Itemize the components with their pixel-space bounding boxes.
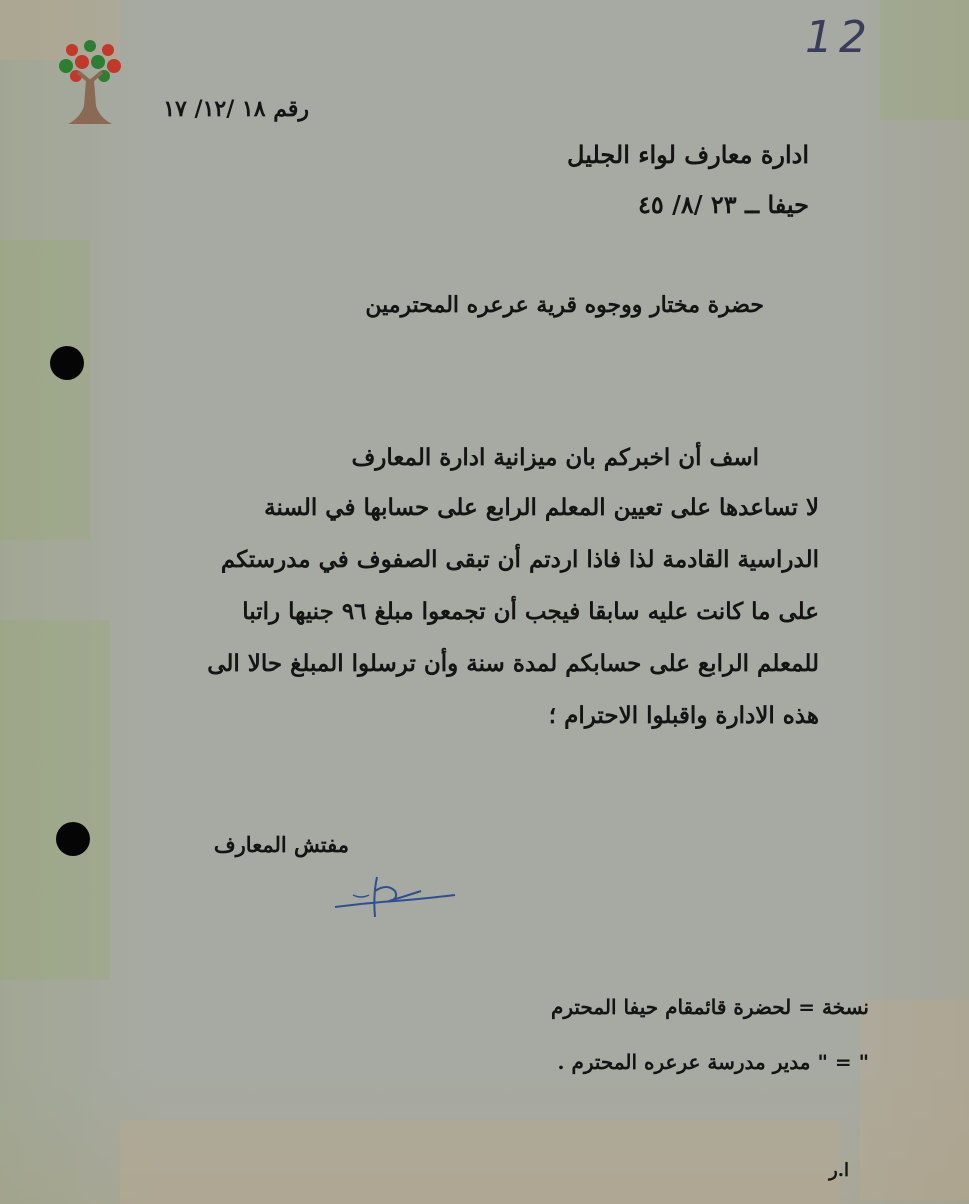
body-line: لا تساعدها على تعيين المعلم الرابع على حسابها في السنة xyxy=(264,494,819,521)
body-line: على ما كانت عليه سابقا فيجب أن تجمعوا مبلغ ٩٦ جنيها راتبا xyxy=(242,598,819,625)
issuing-office: ادارة معارف لواء الجليل xyxy=(567,140,809,169)
body-line: للمعلم الرابع على حسابكم لمدة سنة وأن ترسلوا المبلغ حالا الى xyxy=(207,650,819,677)
place-and-date: حيفا ــ ٢٣ /٨/ ٤٥ xyxy=(637,190,809,219)
signatory-title: مفتش المعارف xyxy=(213,832,349,857)
body-line: اسف أن اخبركم بان ميزانية ادارة المعارف xyxy=(351,444,759,471)
handwritten-signature xyxy=(325,865,465,925)
copy-recipient-1: نسخة = لحضرة قائمقام حيفا المحترم xyxy=(550,995,869,1019)
body-line: هذه الادارة واقبلوا الاحترام ؛ xyxy=(548,702,819,729)
paper-stain xyxy=(0,620,110,980)
reference-number: رقم ١٨ /١٢/ ١٧ xyxy=(163,96,309,122)
paper-stain xyxy=(860,1000,969,1200)
paper-stain xyxy=(0,240,90,540)
copy-recipient-2: " = " مدير مدرسة عرعره المحترم . xyxy=(557,1050,869,1074)
tree-logo-icon xyxy=(50,36,130,132)
paper-stain xyxy=(120,1120,840,1204)
addressee: حضرة مختار ووجوه قرية عرعره المحترمين xyxy=(365,292,764,318)
punch-hole-icon xyxy=(50,346,84,380)
page-number: 12 xyxy=(805,12,873,63)
body-line: الدراسية القادمة لذا فاذا اردتم أن تبقى الصفوف في مدرستكم xyxy=(220,546,819,573)
punch-hole-icon xyxy=(56,822,90,856)
paper-stain xyxy=(880,0,969,120)
footer-code: ا.ر xyxy=(829,1160,849,1181)
